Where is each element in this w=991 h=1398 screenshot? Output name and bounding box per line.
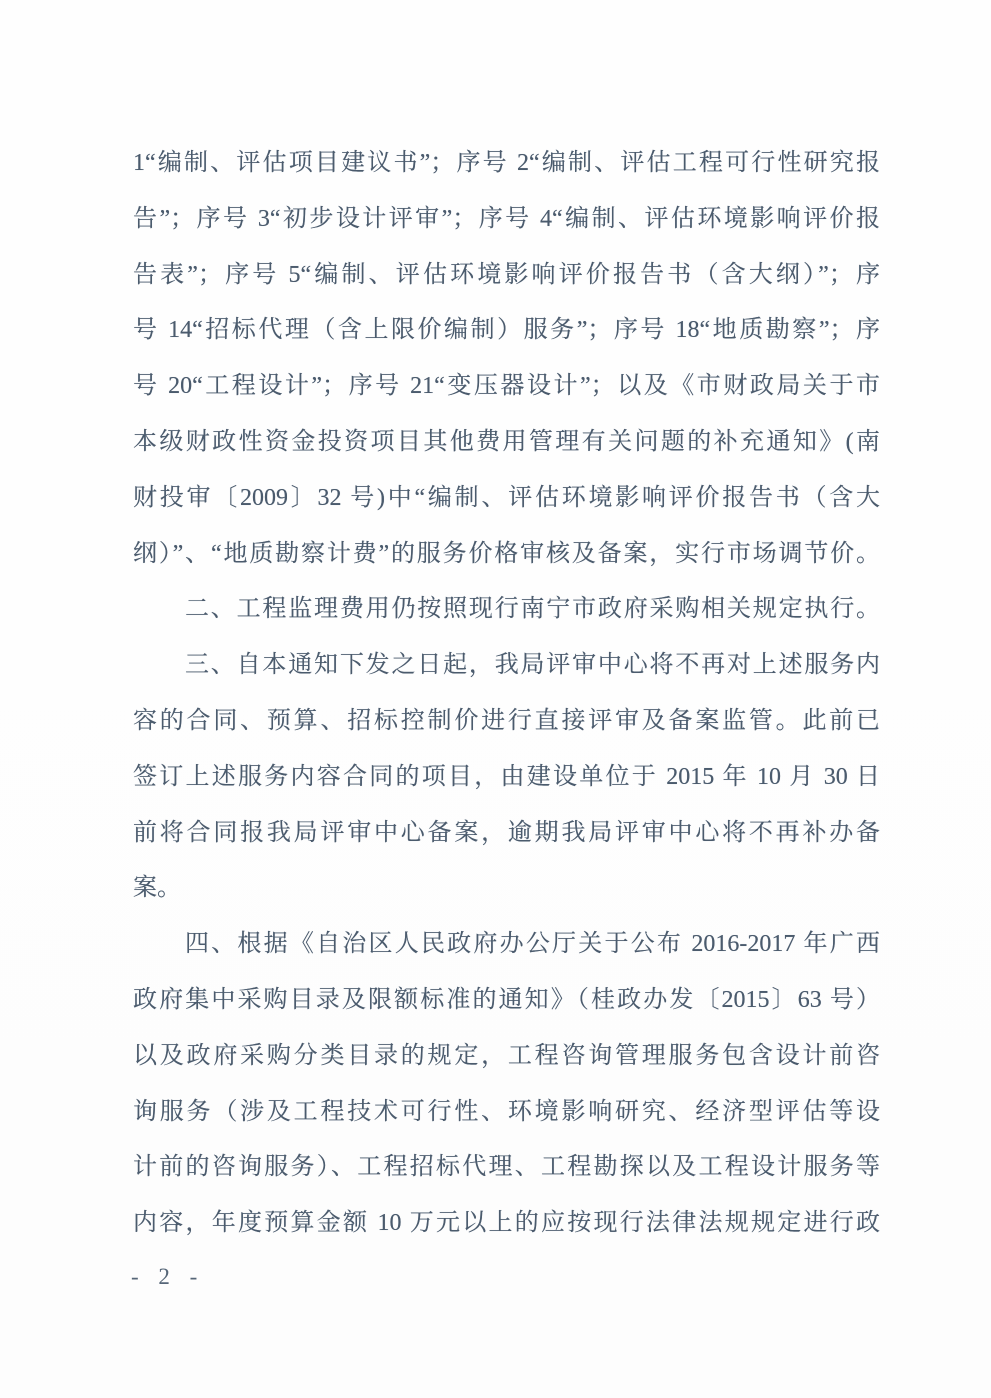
- text-line: 本级财政性资金投资项目其他费用管理有关问题的补充通知》(南: [133, 428, 880, 455]
- text-line: 以及政府采购分类目录的规定，工程咨询管理服务包含设计前咨: [133, 1042, 880, 1069]
- text-line: 财投审〔2009〕32 号)中“编制、评估环境影响评价报告书（含大: [133, 484, 880, 511]
- text-line-item-3: 三、自本通知下发之日起，我局评审中心将不再对上述服务内: [185, 652, 880, 679]
- text-line: 容的合同、预算、招标控制价进行直接评审及备案监管。此前已: [133, 707, 880, 734]
- text-line: 号 14“招标代理（含上限价编制）服务”；序号 18“地质勘察”；序: [133, 317, 880, 344]
- text-line: 签订上述服务内容合同的项目，由建设单位于 2015 年 10 月 30 日: [133, 763, 880, 790]
- text-line: 询服务（涉及工程技术可行性、环境影响研究、经济型评估等设: [133, 1098, 880, 1125]
- document-body-text: [133, 136, 880, 1252]
- text-line-item-4: 四、根据《自治区人民政府办公厅关于公布 2016-2017 年广西: [185, 931, 880, 958]
- text-line: 告表”；序号 5“编制、评估环境影响评价报告书（含大纲）”；序: [133, 261, 880, 288]
- text-line: 内容，年度预算金额 10 万元以上的应按现行法律法规规定进行政: [133, 1210, 880, 1237]
- text-line: 号 20“工程设计”；序号 21“变压器设计”；以及《市财政局关于市: [133, 373, 880, 400]
- text-line: 1“编制、评估项目建议书”；序号 2“编制、评估工程可行性研究报: [133, 150, 880, 176]
- text-line: 计前的咨询服务）、工程招标代理、工程勘探以及工程设计服务等: [133, 1154, 880, 1181]
- page-number-footer: - 2 -: [131, 1264, 200, 1289]
- text-line: 政府集中采购目录及限额标准的通知》（桂政办发〔2015〕63 号）: [133, 986, 880, 1013]
- text-line: 案。: [133, 875, 181, 902]
- text-line: 告”；序号 3“初步设计评审”；序号 4“编制、评估环境影响评价报: [133, 205, 880, 232]
- text-line: 前将合同报我局评审中心备案，逾期我局评审中心将不再补办备: [133, 819, 880, 846]
- text-line: 纲）”、“地质勘察计费”的服务价格审核及备案，实行市场调节价。: [133, 540, 880, 567]
- text-line-item-2: 二、工程监理费用仍按照现行南宁市政府采购相关规定执行。: [185, 596, 880, 623]
